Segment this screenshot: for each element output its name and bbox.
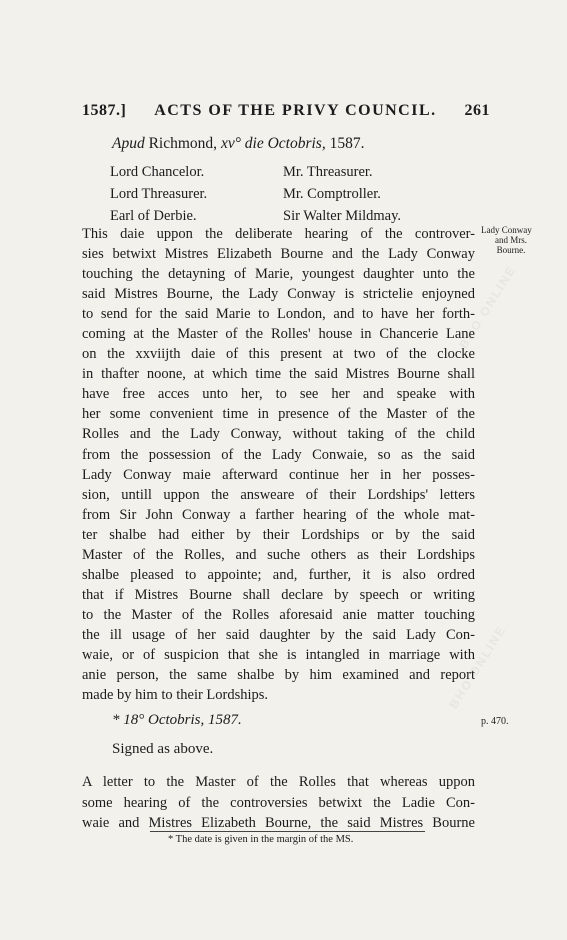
entry-body: [82, 224, 475, 705]
watermark: BHO ONLINE: [456, 262, 519, 352]
meeting-date: xv° die Octobris,: [220, 135, 326, 152]
body-line: coming at the Master of the Rolles' house in Chancerie Lane: [82, 326, 475, 343]
body-line: her some convenient time in presence of the Master of the: [82, 406, 475, 423]
page-number: 261: [464, 102, 490, 119]
body-line: said Mistres Bourne, the Lady Conway is strictelie enjoyned: [82, 286, 475, 303]
attendee: Mr. Comptroller.: [283, 186, 381, 202]
signed-line: Signed as above.: [112, 741, 214, 757]
body-line: shalbe pleased to appointe; and, further, it is also ordred: [82, 566, 475, 583]
meeting-heading: [112, 135, 364, 153]
header-title: ACTS OF THE PRIVY COUNCIL.: [154, 102, 437, 119]
letter-line: waie and Mistres Elizabeth Bourne, the said Mistres Bourne: [82, 815, 475, 831]
body-line: touching the detayning of Marie, youngest daughter unto the: [82, 266, 475, 283]
running-header: [82, 102, 490, 120]
body-line: Master of the Rolles, and suche others as their Lordships: [82, 546, 475, 563]
body-line: the ill usage of her said daughter by the said Lady Con-: [82, 626, 475, 643]
meeting-place: Richmond,: [148, 135, 218, 152]
body-line: from the possession of the Lady Conwaie, so as the said: [82, 446, 475, 463]
body-line: Rolles and the Lady Conway, without taking of the child: [82, 426, 475, 443]
letter-line: A letter to the Master of the Rolles that whereas uppon: [82, 774, 475, 790]
body-line: This daie uppon the deliberate hearing of the controver-: [82, 226, 475, 242]
header-year: 1587.]: [82, 102, 127, 119]
body-line: that if Mistres Bourne shall declare by speech or writing: [82, 586, 475, 603]
attendee: Lord Threasurer.: [110, 186, 208, 202]
attendee: Sir Walter Mildmay.: [283, 208, 402, 224]
margin-note-line: Bourne.: [496, 245, 526, 255]
body-line: sion, untill uppon the answeare of their Lordships' letters: [82, 486, 475, 503]
attendee: Mr. Threasurer.: [283, 164, 373, 180]
watermark: BHO ONLINE: [446, 622, 509, 712]
attendance-list: [110, 161, 450, 227]
attendee: Earl of Derbie.: [110, 208, 197, 224]
page-reference: p. 470.: [481, 716, 509, 727]
body-line: to the Master of the Rolles aforesaid anie matter touching: [82, 606, 475, 623]
margin-note-line: Lady Conway: [481, 225, 532, 235]
body-line: Lady Conway maie afterward continue her in her posses-: [82, 466, 475, 483]
letter-body: [82, 772, 475, 834]
body-line: in thafter noone, at which time the said Mistres Bourne shall: [82, 366, 475, 383]
body-line: anie person, the same shalbe by him examined and report: [82, 667, 475, 684]
meeting-year: 1587.: [329, 135, 365, 152]
margin-note: [481, 225, 541, 255]
body-line: made by him to their Lordships.: [82, 687, 269, 704]
footnote-divider: [150, 831, 425, 832]
attendee: Lord Chancelor.: [110, 164, 205, 180]
entry-date: * 18° Octobris, 1587.: [112, 712, 242, 728]
footnote: * The date is given in the margin of the MS.: [168, 834, 354, 845]
meeting-apud: Apud: [112, 135, 145, 152]
body-line: sies betwixt Mistres Elizabeth Bourne and the Lady Conway: [82, 246, 475, 263]
body-line: have free acces unto her, to see her and speake with: [82, 386, 475, 403]
body-line: waie, or of suspicion that she is intangled in marriage with: [82, 646, 475, 663]
body-line: on the xxviijth daie of this present at two of the clocke: [82, 346, 475, 363]
letter-line: some hearing of the controversies betwixt the Ladie Con-: [82, 794, 475, 811]
body-line: from Sir John Conway a farther hearing of the whole mat-: [82, 506, 475, 523]
margin-note-line: and Mrs.: [495, 235, 527, 245]
body-line: to send for the said Marie to London, and to have her forth-: [82, 306, 475, 323]
body-line: ter shalbe had either by their Lordships or by the said: [82, 526, 475, 543]
